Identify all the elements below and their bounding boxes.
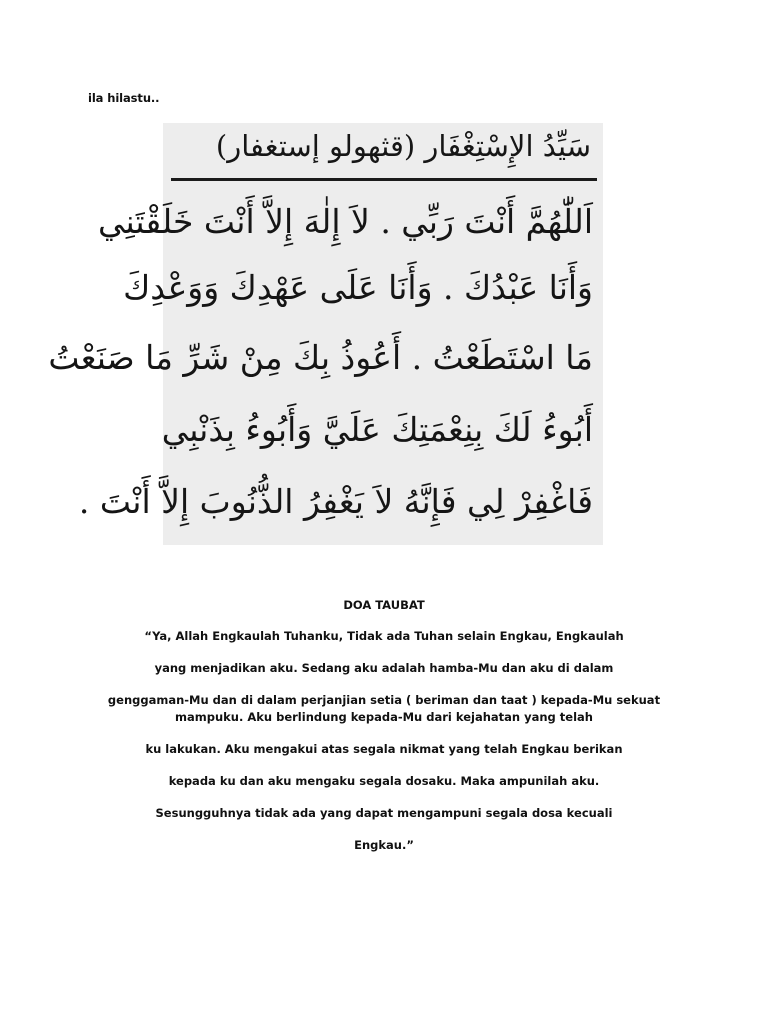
doa-taubat-section — [96, 597, 672, 869]
doa-paragraph: kepada ku dan aku mengaku segala dosaku. Maka ampunilah aku. — [168, 774, 600, 788]
doa-paragraph: ku lakukan. Aku mengakui atas segala nikmat yang telah Engkau berikan — [145, 742, 623, 756]
doa-paragraph: genggaman-Mu dan di dalam perjanjian setia ( beriman dan taat ) kepada-Mu sekuat mampuku. Aku berlindung kepada-Mu dari kejahatan yang telah — [107, 693, 661, 724]
arabic-scan-divider — [171, 178, 597, 181]
arabic-scan-title: سَيِّدُ الإِسْتِغْفَار (قثهولو إستغفار) — [215, 129, 591, 163]
arabic-scan-line: وَأَنَا عَبْدُكَ . وَأَنَا عَلَى عَهْدِكَ وَوَعْدِكَ — [123, 268, 593, 307]
arabic-scan-line: مَا اسْتَطَعْتُ . أَعُوذُ بِكَ مِنْ شَرِّ مَا صَنَعْتُ — [48, 338, 593, 377]
doa-paragraph: “Ya, Allah Engkaulah Tuhanku, Tidak ada Tuhan selain Engkau, Engkaulah — [144, 629, 624, 643]
intro-text: ila hilastu.. — [88, 91, 160, 105]
arabic-scan-line: اَللّٰهُمَّ أَنْتَ رَبِّي . لاَ إِلٰهَ إِلاَّ أَنْتَ خَلَقْتَنِي — [97, 202, 593, 241]
doa-heading: DOA TAUBAT — [343, 598, 425, 612]
doa-paragraph: Engkau.” — [354, 838, 414, 852]
arabic-scan-line: فَاغْفِرْ لِي فَإِنَّهُ لاَ يَغْفِرُ الذُّنُوبَ إِلاَّ أَنْتَ . — [78, 482, 593, 521]
arabic-prayer-scan — [48, 123, 603, 545]
doa-paragraph: Sesungguhnya tidak ada yang dapat mengampuni segala dosa kecuali — [155, 806, 613, 820]
arabic-scan-line: أَبُوءُ لَكَ بِنِعْمَتِكَ عَلَيَّ وَأَبُوءُ بِذَنْبِي — [161, 410, 593, 449]
doa-paragraph: yang menjadikan aku. Sedang aku adalah hamba-Mu dan aku di dalam — [154, 661, 614, 675]
